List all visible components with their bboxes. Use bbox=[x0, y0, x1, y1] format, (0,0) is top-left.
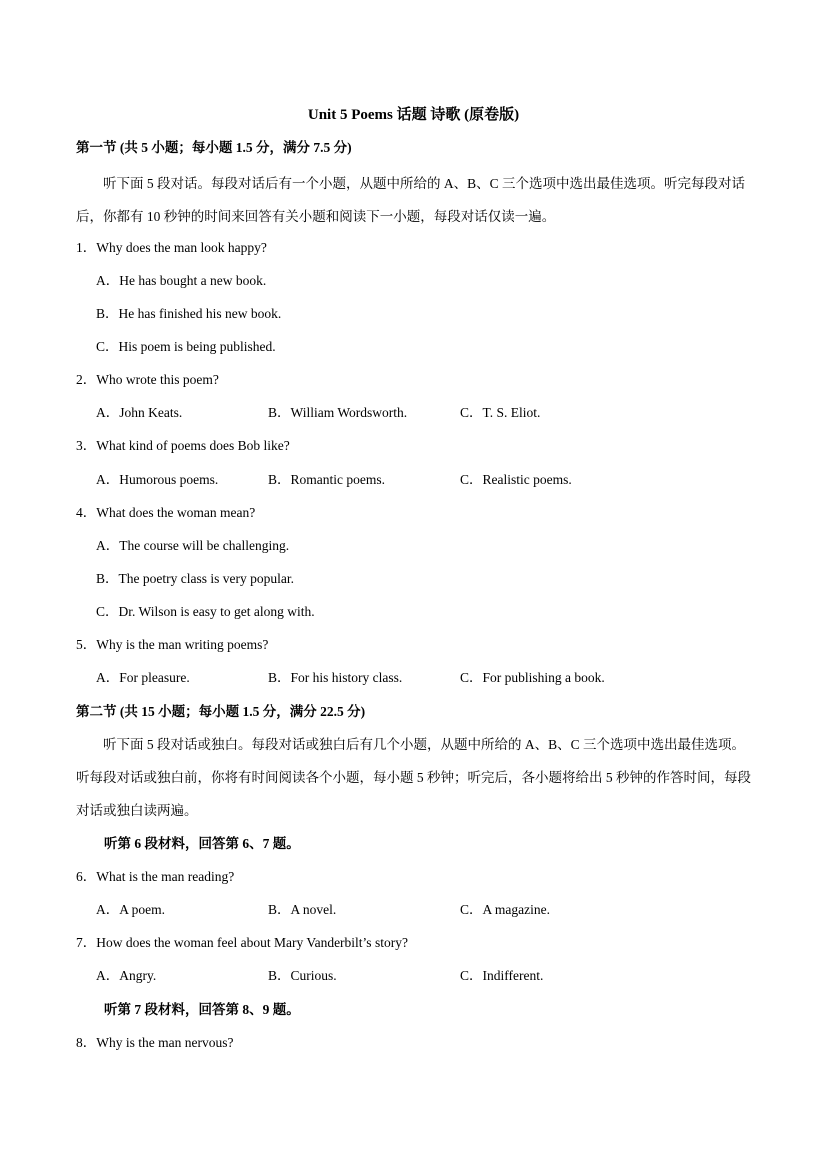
q1-option-c: C．His poem is being published. bbox=[96, 339, 276, 354]
q4-option-a: A．The course will be challenging. bbox=[96, 538, 290, 553]
section2-instructions bbox=[76, 728, 752, 827]
q4-option-c: C．Dr. Wilson is easy to get along with. bbox=[96, 604, 315, 619]
q3-option-a: A．Humorous poems. bbox=[96, 472, 219, 487]
section1-instructions bbox=[76, 167, 752, 233]
section2-instructions-text: 听下面 5 段对话或独白。每段对话或独白后有几个小题，从题中所给的 A、B、C 三个选项中选出最佳选项。听每段对话或独白前，你将有时间阅读各个小题，每小题 5 秒钟；听完后，各小题将给出 5 秒钟的作答时间，每段对话或独白读两遍。 bbox=[76, 737, 751, 818]
q3-option-c: C．Realistic poems. bbox=[460, 472, 572, 487]
q7-option-c: C．Indifferent. bbox=[460, 968, 544, 983]
section1-instructions-text: 听下面 5 段对话。每段对话后有一个小题，从题中所给的 A、B、C 三个选项中选出最佳选项。听完每段对话后，你都有 10 秒钟的时间来回答有关小题和阅读下一小题，每段对话仅读一遍。 bbox=[76, 176, 746, 224]
question-5: 5．Why is the man writing poems? bbox=[76, 637, 269, 652]
q6-option-c: C．A magazine. bbox=[460, 902, 550, 917]
section1-heading: 第一节 (共 5 小题；每小题 1.5 分，满分 7.5 分) bbox=[76, 140, 352, 155]
question-6: 6．What is the man reading? bbox=[76, 869, 235, 884]
q5-option-c: C．For publishing a book. bbox=[460, 670, 605, 685]
q7-option-b: B．Curious. bbox=[268, 968, 337, 983]
q7-option-a: A．Angry. bbox=[96, 968, 157, 983]
question-7: 7．How does the woman feel about Mary Vanderbilt’s story? bbox=[76, 935, 408, 950]
q2-option-a: A．John Keats. bbox=[96, 405, 183, 420]
question-8: 8．Why is the man nervous? bbox=[76, 1035, 234, 1050]
q6-option-a: A．A poem. bbox=[96, 902, 165, 917]
q5-option-b: B．For his history class. bbox=[268, 670, 403, 685]
q3-option-b: B．Romantic poems. bbox=[268, 472, 385, 487]
q2-option-b: B．William Wordsworth. bbox=[268, 405, 408, 420]
material-7-instruction: 听第 7 段材料，回答第 8、9 题。 bbox=[104, 1002, 300, 1017]
q5-option-a: A．For pleasure. bbox=[96, 670, 190, 685]
q4-option-b: B．The poetry class is very popular. bbox=[96, 571, 294, 586]
q1-option-b: B．He has finished his new book. bbox=[96, 306, 282, 321]
question-2: 2．Who wrote this poem? bbox=[76, 372, 219, 387]
q1-option-a: A．He has bought a new book. bbox=[96, 273, 267, 288]
q2-option-c: C．T. S. Eliot. bbox=[460, 405, 541, 420]
question-4: 4．What does the woman mean? bbox=[76, 505, 256, 520]
q6-option-b: B．A novel. bbox=[268, 902, 337, 917]
question-1: 1．Why does the man look happy? bbox=[76, 240, 267, 255]
question-3: 3．What kind of poems does Bob like? bbox=[76, 438, 290, 453]
section2-heading: 第二节 (共 15 小题；每小题 1.5 分，满分 22.5 分) bbox=[76, 704, 366, 719]
material-6-instruction: 听第 6 段材料，回答第 6、7 题。 bbox=[104, 836, 300, 851]
page-title: Unit 5 Poems 话题 诗歌 (原卷版) bbox=[307, 107, 520, 123]
